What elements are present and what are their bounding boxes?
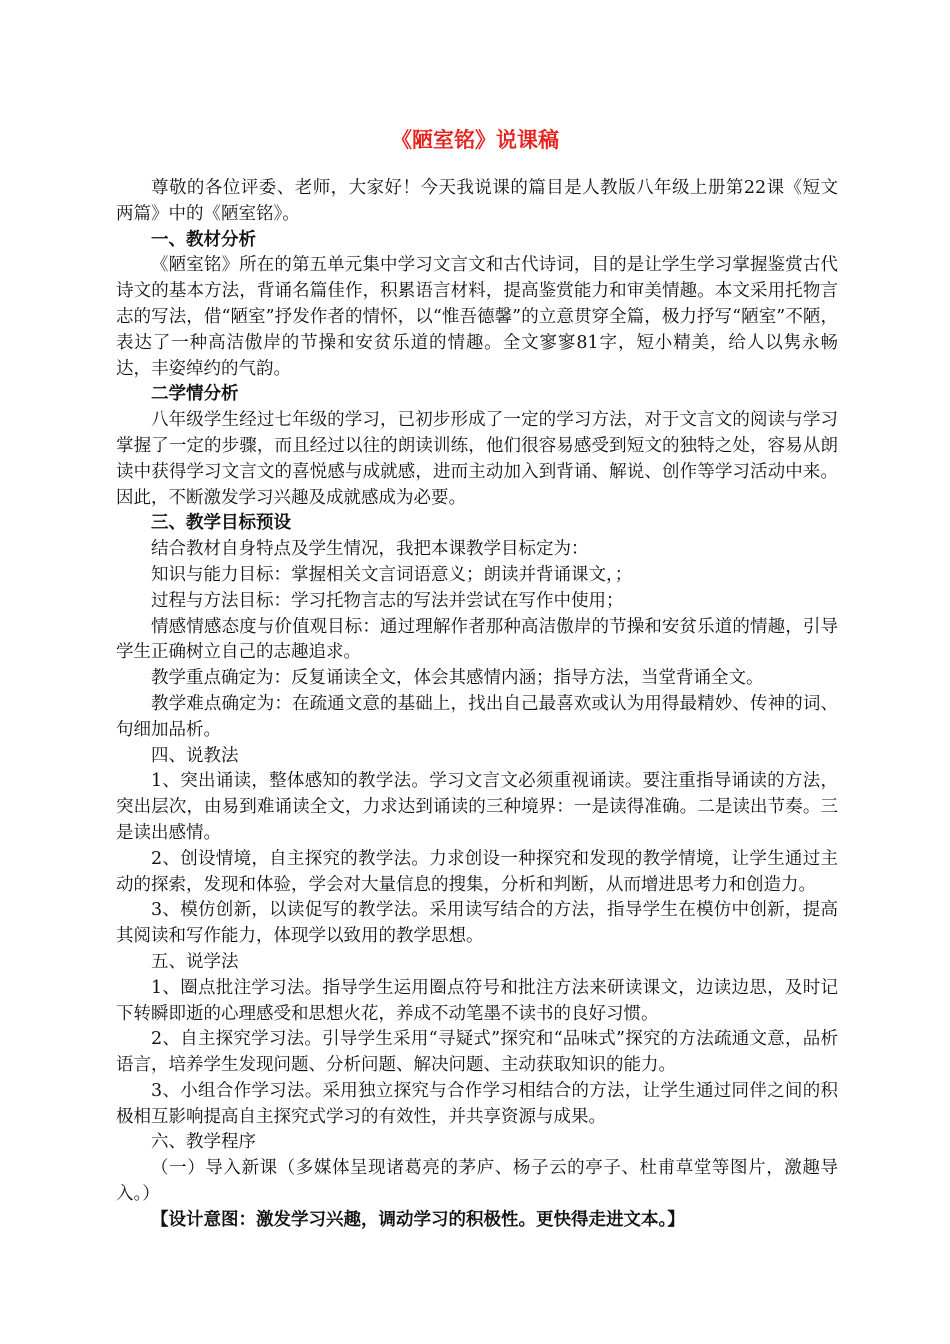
heading-textbook-analysis: 一、教材分析 bbox=[151, 229, 256, 250]
document-body bbox=[116, 176, 838, 1234]
document-title: 《陋室铭》说课稿 bbox=[391, 128, 559, 152]
teaching-method-1: 1、突出诵读，整体感知的教学法。学习文言文必须重视诵读。要注重指导诵读的方法，突出层次，由易到难诵读全文，力求达到诵读的三种境界：一是读得准确。二是读出节奏。三是读出感情。 bbox=[116, 771, 838, 843]
goal-knowledge: 知识与能力目标：掌握相关文言词语意义；朗读并背诵课文，； bbox=[151, 564, 633, 585]
procedure-step-1: （一）导入新课（多媒体呈现诸葛亮的茅庐、杨子云的亭子、杜甫草堂等图片，激趣导入。） bbox=[116, 1158, 838, 1205]
goal-process: 过程与方法目标：学习托物言志的写法并尝试在写作中使用； bbox=[151, 590, 624, 611]
learning-method-1: 1、圈点批注学习法。指导学生运用圈点符号和批注方法来研读课文，边读边思，及时记下转瞬即逝的心理感受和思想火花，养成不动笔墨不读书的良好习惯。 bbox=[116, 977, 838, 1024]
student-analysis-paragraph: 八年级学生经过七年级的学习，已初步形成了一定的学习方法，对于文言文的阅读与学习掌握了一定的步骤，而且经过以往的朗读训练，他们很容易感受到短文的独特之处，容易从朗读中获得学习文言文的喜悦感与成就感，进而主动加入到背诵、解说、创作等学习活动中来。因此，不断激发学习兴趣及成就感成为必要。 bbox=[116, 410, 838, 508]
goals-intro: 结合教材自身特点及学生情况，我把本课教学目标定为： bbox=[151, 539, 589, 560]
intro-paragraph: 尊敬的各位评委、老师，大家好！今天我说课的篇目是人教版八年级上册第22课《短文两篇》中的《陋室铭》。 bbox=[116, 178, 838, 224]
teaching-difficulty: 教学难点确定为：在疏通文意的基础上，找出自己最喜欢或认为用得最精妙、传神的词、句细加品析。 bbox=[116, 693, 838, 740]
heading-student-analysis: 二学情分析 bbox=[151, 384, 239, 405]
teaching-focus: 教学重点确定为：反复诵读全文，体会其感情内涵；指导方法，当堂背诵全文。 bbox=[151, 668, 764, 689]
learning-method-3: 3、小组合作学习法。采用独立探究与合作学习相结合的方法，让学生通过同伴之间的积极相互影响提高自主探究式学习的有效性，并共享资源与成果。 bbox=[116, 1080, 838, 1127]
design-intent-note: 【设计意图：激发学习兴趣，调动学习的积极性。更快得走进文本。】 bbox=[151, 1209, 685, 1230]
goal-emotion: 情感情感态度与价值观目标：通过理解作者那种高洁傲岸的节操和安贫乐道的情趣，引导学生正确树立自己的志趣追求。 bbox=[116, 616, 838, 663]
teaching-method-3: 3、模仿创新，以读促写的教学法。采用读写结合的方法，指导学生在模仿中创新，提高其阅读和写作能力，体现学以致用的教学思想。 bbox=[116, 900, 838, 947]
heading-learning-methods: 五、说学法 bbox=[151, 951, 239, 972]
teaching-method-2: 2、创设情境，自主探究的教学法。力求创设一种探究和发现的教学情境，让学生通过主动的探索，发现和体验，学会对大量信息的搜集，分析和判断，从而增进思考力和创造力。 bbox=[116, 848, 838, 895]
heading-teaching-goals: 三、教学目标预设 bbox=[151, 513, 291, 534]
heading-teaching-methods: 四、说教法 bbox=[151, 745, 239, 766]
textbook-analysis-paragraph: 《陋室铭》所在的第五单元集中学习文言文和古代诗词，目的是让学生学习掌握鉴赏古代诗文的基本方法，背诵名篇佳作，积累语言材料，提高鉴赏能力和审美情趣。本文采用托物言志的写法，借“陋室”抒发作者的情怀，以“惟吾德馨”的立意贯穿全篇，极力抒写“陋室”不陋，表达了一种高洁傲岸的节操和安贫乐道的情趣。全文寥寥81字，短小精美，给人以隽永畅达，丰姿绰约的气韵。 bbox=[116, 255, 838, 379]
heading-teaching-procedure: 六、教学程序 bbox=[151, 1132, 256, 1153]
learning-method-2: 2、自主探究学习法。引导学生采用“寻疑式”探究和“品味式”探究的方法疏通文意，品析语言，培养学生发现问题、分析问题、解决问题、主动获取知识的能力。 bbox=[116, 1029, 838, 1076]
